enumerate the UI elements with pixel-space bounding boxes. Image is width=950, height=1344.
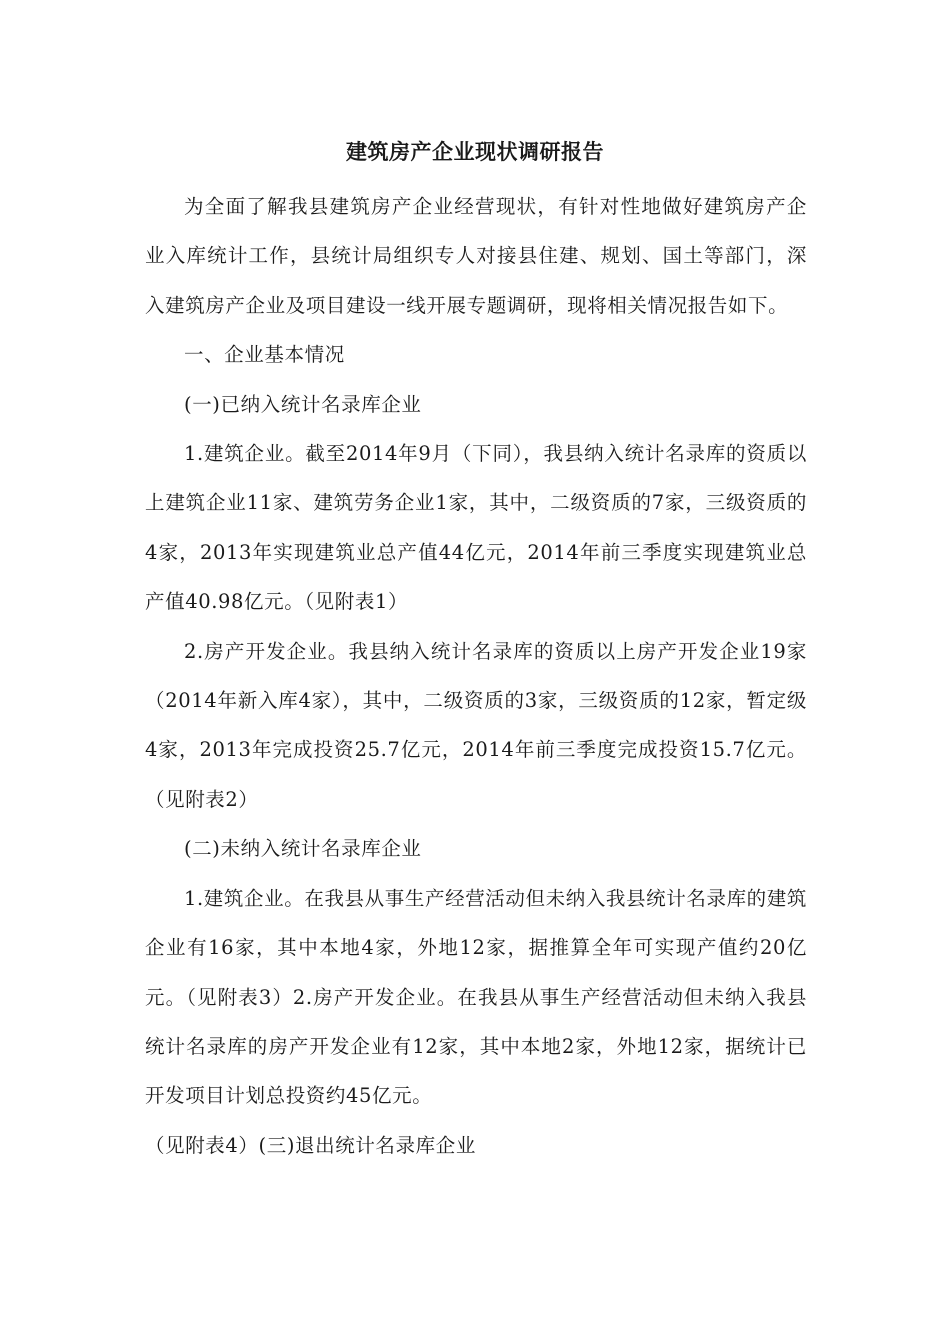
document-title: 建筑房产企业现状调研报告 — [346, 140, 604, 164]
paragraph-real-estate-enterprises: 2.房产开发企业。我县纳入统计名录库的资质以上房产开发企业19家（2014年新入库4家），其中，二级资质的3家，三级资质的12家，暂定级4家，2013年完成投资25.7亿元，2014年前三季度完成投资15.7亿元。（见附表2） — [145, 639, 807, 811]
section-heading-1: 一、企业基本情况 — [184, 343, 345, 367]
subsection-heading-1: (一)已纳入统计名录库企业 — [184, 392, 422, 416]
document-body — [145, 182, 807, 1170]
intro-paragraph: 为全面了解我县建筑房产企业经营现状，有针对性地做好建筑房产企业入库统计工作，县统计局组织专人对接县住建、规划、国土等部门，深入建筑房产企业及项目建设一线开展专题调研，现将相关情况报告如下。 — [145, 195, 807, 317]
paragraph-construction-enterprises: 1.建筑企业。截至2014年9月（下同），我县纳入统计名录库的资质以上建筑企业11家、建筑劳务企业1家，其中，二级资质的7家，三级资质的4家，2013年实现建筑业总产值44亿元，2014年前三季度实现建筑业总产值40.98亿元。（见附表1） — [145, 442, 807, 614]
paragraph-unregistered-enterprises: 1.建筑企业。在我县从事生产经营活动但未纳入我县统计名录库的建筑企业有16家，其中本地4家，外地12家，据推算全年可实现产值约20亿元。（见附表3）2.房产开发企业。在我县从事生产经营活动但未纳入我县统计名录库的房产开发企业有12家，其中本地2家，外地12家，据统计已开发项目计划总投资约45亿元。 — [145, 886, 807, 1108]
subsection-heading-2: (二)未纳入统计名录库企业 — [184, 837, 422, 861]
paragraph-closing-line: （见附表4）(三)退出统计名录库企业 — [145, 1133, 476, 1157]
